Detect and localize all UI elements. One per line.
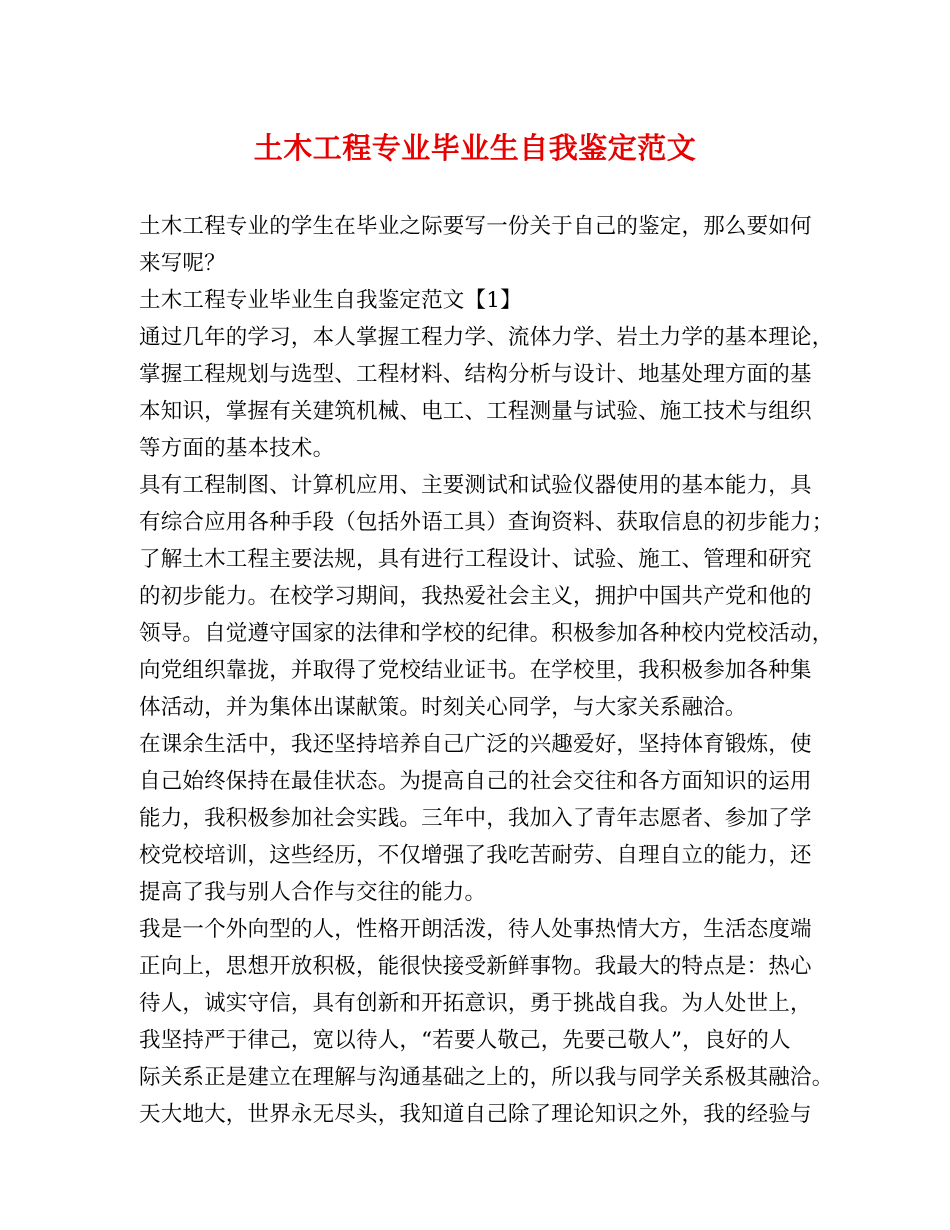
text-line: 待人，诚实守信，具有创新和开拓意识，勇于挑战自我。为人处世上，: [139, 991, 812, 1016]
text-line: 在课余生活中，我还坚持培养自己广泛的兴趣爱好，坚持体育锻炼，使: [139, 732, 812, 757]
text-line: 有综合应用各种手段（包括外语工具）查询资料、获取信息的初步能力；: [139, 510, 834, 535]
text-line: 正向上，思想开放积极，能很快接受新鲜事物。我最大的特点是：热心: [139, 954, 812, 979]
text-line: 本知识，掌握有关建筑机械、电工、工程测量与试验、施工技术与组织: [139, 399, 812, 424]
text-line: 通过几年的学习，本人掌握工程力学、流体力学、岩土力学的基本理论，: [139, 325, 834, 350]
text-line: 我是一个外向型的人，性格开朗活泼，待人处事热情大方，生活态度端: [139, 917, 812, 942]
text-line: 具有工程制图、计算机应用、主要测试和试验仪器使用的基本能力，具: [139, 473, 812, 498]
text-line: 掌握工程规划与选型、工程材料、结构分析与设计、地基处理方面的基: [139, 362, 812, 387]
document-body: [139, 208, 834, 1133]
text-line: 来写呢？: [139, 251, 226, 276]
text-line: 校党校培训，这些经历，不仅增强了我吃苦耐劳、自理自立的能力，还: [139, 843, 812, 868]
text-line: 体活动，并为集体出谋献策。时刻关心同学，与大家关系融洽。: [139, 695, 747, 720]
text-line: 能力，我积极参加社会实践。三年中，我加入了青年志愿者、参加了学: [139, 806, 812, 831]
text-line: 自己始终保持在最佳状态。为提高自己的社会交往和各方面知识的运用: [139, 769, 812, 794]
text-line: 天大地大，世界永无尽头，我知道自己除了理论知识之外，我的经验与: [139, 1102, 812, 1127]
text-line: 提高了我与别人合作与交往的能力。: [139, 880, 487, 905]
text-line: 向党组织靠拢，并取得了党校结业证书。在学校里，我积极参加各种集: [139, 658, 812, 683]
document-title: 土木工程专业毕业生自我鉴定范文: [253, 131, 697, 165]
text-line: 土木工程专业的学生在毕业之际要写一份关于自己的鉴定，那么要如何: [139, 214, 812, 239]
text-line: 等方面的基本技术。: [139, 436, 335, 461]
text-line: 土木工程专业毕业生自我鉴定范文【1】: [139, 288, 522, 313]
text-line: 我坚持严于律己，宽以待人，“若要人敬己，先要己敬人”，良好的人: [139, 1028, 791, 1053]
text-line: 领导。自觉遵守国家的法律和学校的纪律。积极参加各种校内党校活动，: [139, 621, 834, 646]
text-line: 了解土木工程主要法规，具有进行工程设计、试验、施工、管理和研究: [139, 547, 812, 572]
text-line: 的初步能力。在校学习期间，我热爱社会主义，拥护中国共产党和他的: [139, 584, 812, 609]
text-line: 际关系正是建立在理解与沟通基础之上的，所以我与同学关系极其融洽。: [139, 1065, 834, 1090]
